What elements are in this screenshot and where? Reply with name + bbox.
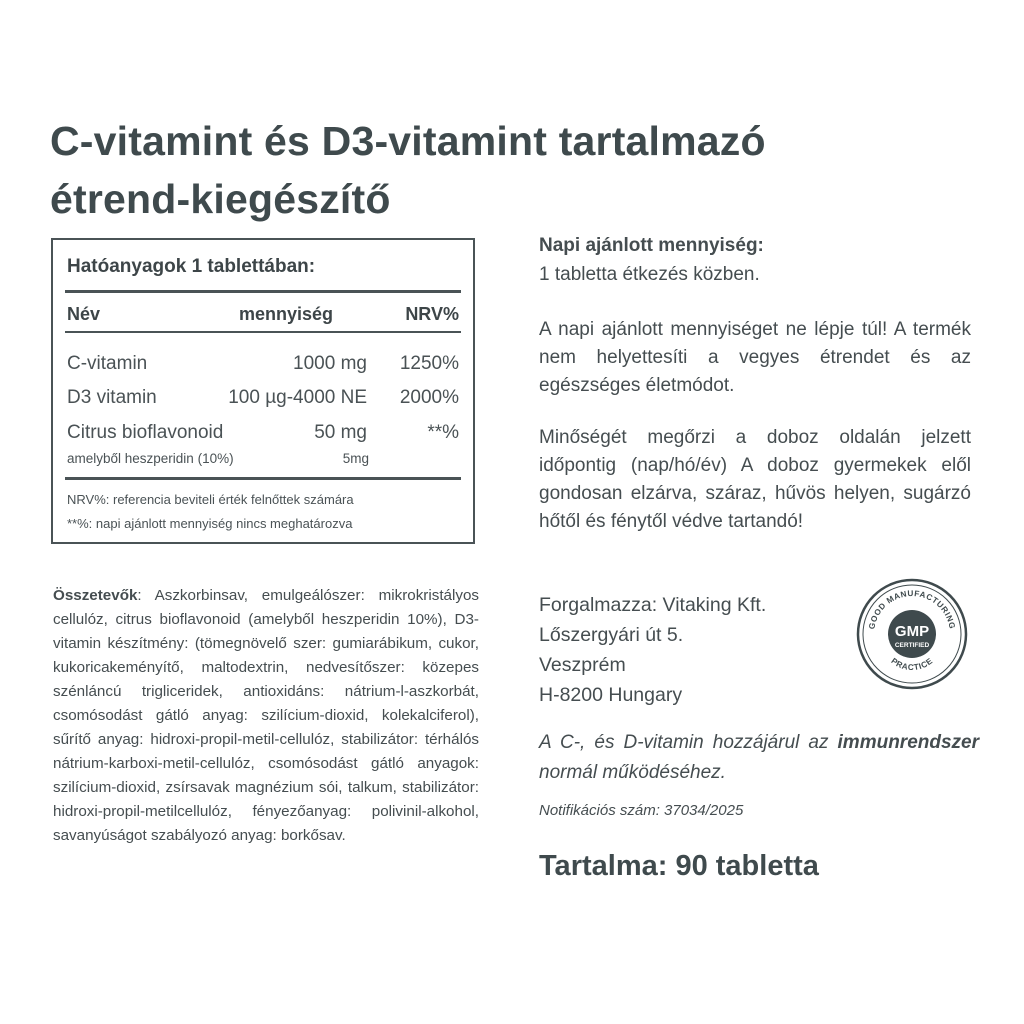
dosage-heading: Napi ajánlott mennyiség: xyxy=(539,235,764,256)
product-title-line-1: C-vitamint és D3-vitamint tartalmazó xyxy=(50,118,766,164)
ingredients-label: Összetevők xyxy=(53,587,138,604)
table-rule-header xyxy=(65,331,461,333)
ingredients-list: : Aszkorbinsav, emulgeálószer: mikrokristályos cellulóz, citrus bioflavonoid (amelyből heszperidin 10%), D3-vitamin készítmény: (tömegnövelő szer: gumiarábikum, cukor, kukoricakeményítő, maltodextrin, nedvesítőszer: közepes szénláncú trigliceridek, antioxidáns: nátrium-l-aszkorbát, csomósodást gátló anyag: szilícium-dioxid, kolekalciferol), sűrítő anyag: hidroxi-propil-metil-cellulóz, stabilizátor: térhálós nátrium-karboxi-metil-cellulóz, csomósodást gátló anyagok: szilícium-dioxid, zsírsavak magnézium sói, talkum, stabilizátor: hidroxi-propil-metilcellulóz, fényezőanyag: polivinil-alkohol, savanyúságot szabályozó anyag: borkősav. xyxy=(53,587,479,844)
gmp-top-text: GOOD MANUFACTURING xyxy=(867,588,957,631)
product-title-line-2: étrend-kiegészítő xyxy=(50,176,391,222)
notification-number: Notifikációs szám: 37034/2025 xyxy=(539,802,744,819)
package-content: Tartalma: 90 tabletta xyxy=(539,850,819,882)
row-name: C-vitamin xyxy=(67,353,148,374)
gmp-certified-badge xyxy=(856,578,968,690)
distributor-line: H-8200 Hungary xyxy=(539,684,683,706)
footnote-nrv: NRV%: referencia beviteli érték felnőttek számára xyxy=(67,492,354,507)
warning-text: A napi ajánlott mennyiséget ne lépje túl! A termék nem helyettesíti a vegyes étrendet és az egészséges életmódot. xyxy=(539,319,971,396)
nutrition-heading: Hatóanyagok 1 tablettában: xyxy=(67,256,316,277)
row-name: Citrus bioflavonoid xyxy=(67,422,224,443)
claim-pre: A C-, és D-vitamin hozzájárul az xyxy=(539,732,838,753)
subrow-name: amelyből heszperidin (10%) xyxy=(67,451,234,466)
distributor-line: Forgalmazza: Vitaking Kft. xyxy=(539,594,767,616)
row-name: D3 vitamin xyxy=(67,387,157,408)
distributor-line: Veszprém xyxy=(539,654,626,676)
gmp-bottom-text: PRACTICE xyxy=(889,656,935,673)
footnote-stars: **%: napi ajánlott mennyiség nincs meghatározva xyxy=(67,516,353,531)
row-nrv: **% xyxy=(427,422,459,443)
gmp-center-text: GMP xyxy=(894,623,930,640)
row-amount: 100 µg-4000 NE xyxy=(228,387,367,408)
row-nrv: 2000% xyxy=(399,387,459,408)
subrow-amount: 5mg xyxy=(342,451,369,466)
storage-text: Minőségét megőrzi a doboz oldalán jelzett időpontig (nap/hó/év) A doboz gyermekek elől gondosan elzárva, száraz, hűvös helyen, sugárzó hőtől és fénytől védve tartandó! xyxy=(539,427,971,532)
column-header-name: Név xyxy=(67,304,101,324)
column-header-amount: mennyiség xyxy=(239,304,334,324)
table-rule-top xyxy=(65,290,461,293)
nutrition-table xyxy=(51,238,475,544)
claim-bold: immunrendszer xyxy=(837,732,979,753)
row-amount: 50 mg xyxy=(314,422,367,443)
health-claim xyxy=(539,728,979,788)
column-header-nrv: NRV% xyxy=(405,304,459,324)
dosage-text: 1 tabletta étkezés közben. xyxy=(539,264,760,285)
row-nrv: 1250% xyxy=(399,353,459,374)
claim-post: normál működéséhez. xyxy=(539,762,726,783)
ingredients-text xyxy=(53,584,479,848)
gmp-certified-text: CERTIFIED xyxy=(894,642,930,649)
product-title xyxy=(50,112,990,228)
row-amount: 1000 mg xyxy=(293,353,367,374)
table-rule-bottom xyxy=(65,477,461,480)
distributor-line: Lőszergyári út 5. xyxy=(539,624,684,646)
